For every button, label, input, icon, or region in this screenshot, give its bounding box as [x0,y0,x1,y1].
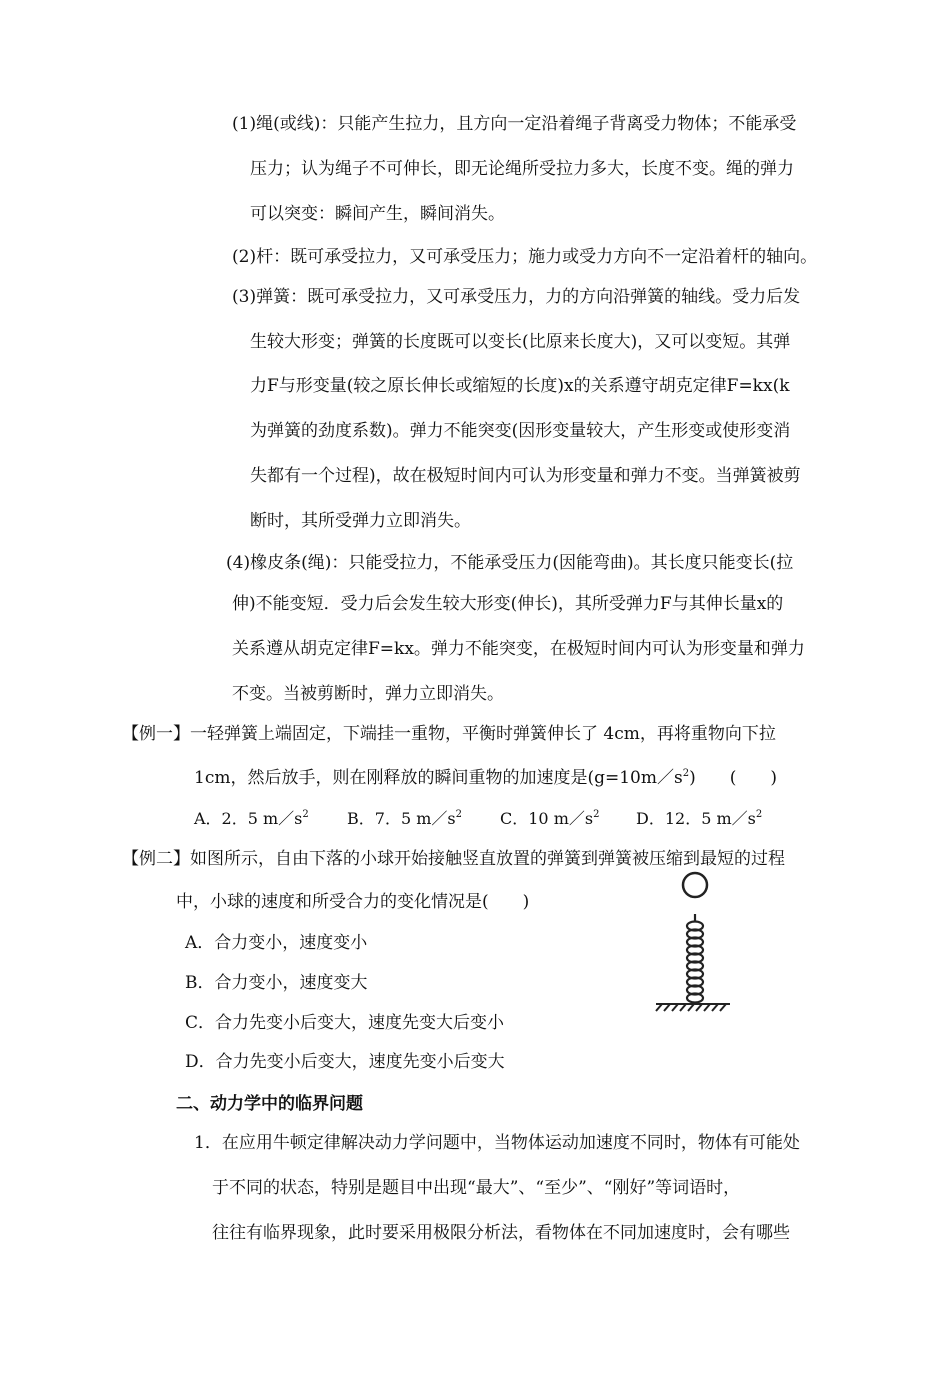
example2-option-c: C．合力先变小后变大，速度先变大后变小 [185,1013,505,1033]
rubber-line-3: 关系遵从胡克定律F=kx。弹力不能突变，在极短时间内可认为形变量和弹力 [232,639,805,659]
ball-spring-figure [650,870,740,1020]
section2-item1-line-2: 于不同的状态，特别是题目中出现“最大”、“至少”、“刚好”等词语时， [212,1178,741,1198]
example1-option-b [347,807,462,831]
option-d-sup: 2 [755,809,763,820]
example1-option-c [500,807,599,831]
rubber-line-1: (4)橡皮条(绳)：只能受拉力，不能承受压力(因能弯曲)。其长度只能变长(拉 [226,553,794,573]
example2-option-b: B．合力变小，速度变大 [185,973,368,993]
spring-line-4: 为弹簧的劲度系数)。弹力不能突变(因形变量较大，产生形变或使形变消 [250,421,791,441]
option-a-sup: 2 [302,809,309,820]
spring-line-1: (3)弹簧：既可承受拉力，又可承受压力，力的方向沿弹簧的轴线。受力后发 [232,287,801,307]
rubber-line-4: 不变。当被剪断时，弹力立即消失。 [232,684,504,704]
spring-line-5: 失都有一个过程)，故在极短时间内可认为形变量和弹力不变。当弹簧被剪 [250,466,801,486]
example1-option-a [194,807,309,831]
spring-line-3: 力F与形变量(较之原长伸长或缩短的长度)x的关系遵守胡克定律F=kx(k [250,376,790,396]
example1-line-1: 【例一】一轻弹簧上端固定，下端挂一重物，平衡时弹簧伸长了 4cm，再将重物向下拉 [122,724,776,744]
example2-line-1: 【例二】如图所示，自由下落的小球开始接触竖直放置的弹簧到弹簧被压缩到最短的过程 [122,849,785,869]
spring-line-6: 断时，其所受弹力立即消失。 [250,511,471,531]
section2-item1-line-3: 往往有临界现象，此时要采用极限分析法，看物体在不同加速度时，会有哪些 [212,1223,790,1243]
option-d-text: D．12．5 m／s [636,809,756,828]
spring-line-2: 生较大形变；弹簧的长度既可以变长(比原来长度大)，又可以变短。其弹 [250,332,791,352]
example1-line-2-sup: 2 [682,768,690,779]
rod-line-1: (2)杆：既可承受拉力，又可承受压力；施力或受力方向不一定沿着杆的轴向。 [232,247,818,267]
example2-option-d: D．合力先变小后变大，速度先变小后变大 [185,1052,505,1072]
ball-icon [683,873,707,897]
ground-icon [656,1004,730,1011]
example1-option-d [636,807,762,831]
rubber-line-2: 伸)不能变短．受力后会发生较大形变(伸长)，其所受弹力F与其伸长量x的 [232,594,784,614]
option-b-text: B．7．5 m／s [347,809,456,828]
example1-line-2-main: 1cm，然后放手，则在刚释放的瞬间重物的加速度是(g=10m／s [194,768,683,788]
rope-line-3: 可以突变：瞬间产生，瞬间消失。 [250,204,505,224]
option-c-text: C．10 m／s [500,809,594,828]
example2-option-a: A．合力变小，速度变小 [185,933,368,953]
example1-line-2-tail: ) ( ) [689,768,777,788]
example1-line-2 [194,766,777,790]
section2-heading: 二、动力学中的临界问题 [176,1094,363,1114]
option-a-text: A．2．5 m／s [194,809,303,828]
rope-line-1: (1)绳(或线)：只能产生拉力，且方向一定沿着绳子背离受力物体；不能承受 [232,114,797,134]
option-b-sup: 2 [455,809,462,820]
option-c-sup: 2 [593,809,600,820]
section2-item1-line-1: 1．在应用牛顿定律解决动力学问题中，当物体运动加速度不同时，物体有可能处 [194,1133,800,1153]
spring-icon [687,914,703,1003]
rope-line-2: 压力；认为绳子不可伸长，即无论绳所受拉力多大，长度不变。绳的弹力 [250,159,794,179]
example2-line-2: 中，小球的速度和所受合力的变化情况是( ) [176,892,530,912]
